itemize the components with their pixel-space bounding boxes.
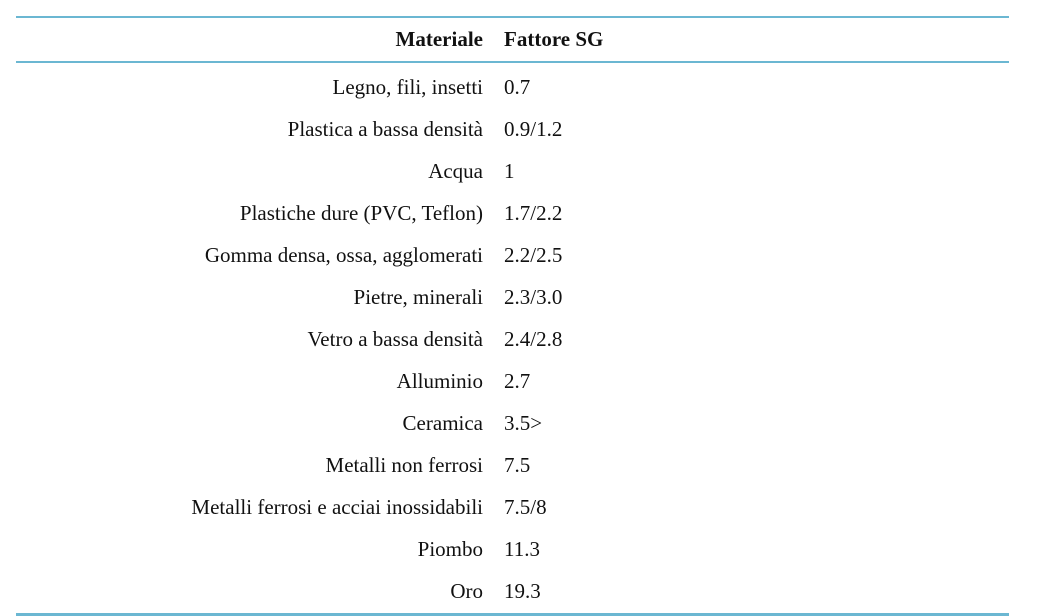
table-row: [16, 234, 1009, 276]
material-cell: Plastica a bassa densità: [287, 117, 483, 141]
table-body: [16, 63, 1009, 613]
material-cell: Ceramica: [402, 411, 483, 435]
table-row: [16, 150, 1009, 192]
sg-cell: 3.5>: [504, 411, 543, 435]
table-row: [16, 402, 1009, 444]
material-cell: Gomma densa, ossa, agglomerati: [204, 243, 483, 267]
material-cell: Metalli non ferrosi: [325, 453, 483, 477]
table-row: [16, 108, 1009, 150]
header-sg-factor: Fattore SG: [504, 27, 604, 51]
sg-cell: 7.5/8: [504, 495, 547, 519]
sg-cell: 2.4/2.8: [504, 327, 563, 351]
sg-cell: 1.7/2.2: [504, 201, 563, 225]
sg-cell: 7.5: [504, 453, 531, 477]
table-row: [16, 192, 1009, 234]
material-cell: Metalli ferrosi e acciai inossidabili: [191, 495, 483, 519]
table-row: [16, 444, 1009, 486]
sg-cell: 1: [504, 159, 515, 183]
sg-cell: 2.2/2.5: [504, 243, 563, 267]
sg-cell: 11.3: [504, 537, 540, 561]
sg-cell: 0.9/1.2: [504, 117, 563, 141]
table-row: [16, 360, 1009, 402]
material-cell: Oro: [450, 579, 483, 603]
material-cell: Acqua: [428, 159, 483, 183]
sg-cell: 19.3: [504, 579, 541, 603]
sg-table: [16, 16, 1009, 616]
material-cell: Pietre, minerali: [353, 285, 483, 309]
header-material: Materiale: [395, 27, 483, 51]
table-row: [16, 318, 1009, 360]
sg-cell: 0.7: [504, 75, 531, 99]
table-row: [16, 486, 1009, 528]
table-row: [16, 570, 1009, 612]
material-cell: Plastiche dure (PVC, Teflon): [239, 201, 483, 225]
sg-cell: 2.3/3.0: [504, 285, 563, 309]
material-cell: Legno, fili, insetti: [332, 75, 483, 99]
material-cell: Piombo: [417, 537, 483, 561]
sg-cell: 2.7: [504, 369, 531, 393]
table-row: [16, 276, 1009, 318]
material-cell: Vetro a bassa densità: [307, 327, 483, 351]
table-row: [16, 66, 1009, 108]
table-header-row: [16, 18, 1009, 61]
material-cell: Alluminio: [396, 369, 483, 393]
table-row: [16, 528, 1009, 570]
